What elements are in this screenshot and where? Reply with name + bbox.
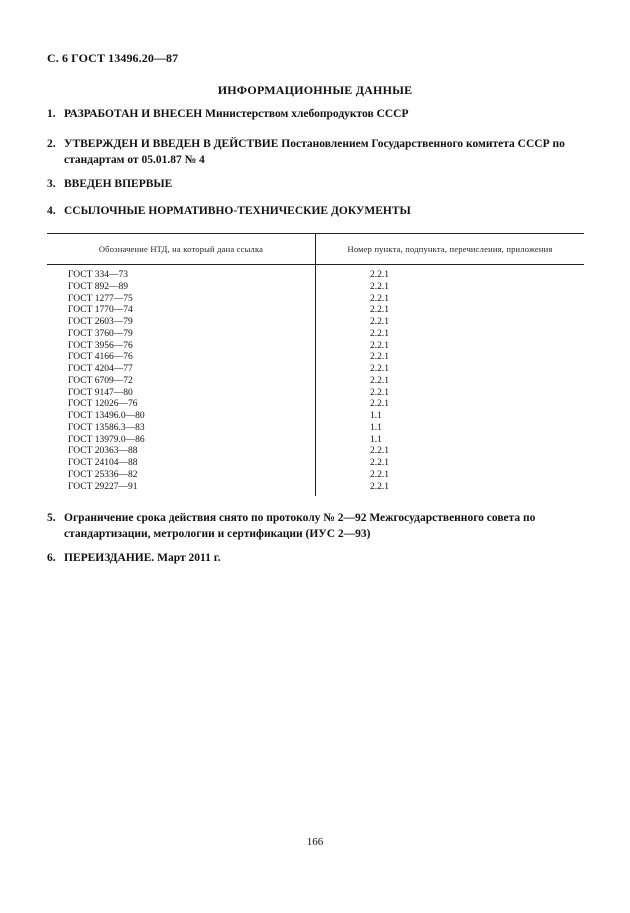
table-cell-designation: ГОСТ 13586.3—83 xyxy=(68,422,145,433)
table-cell-clause: 2.2.1 xyxy=(370,446,389,457)
item-lead: ПЕРЕИЗДАНИЕ. xyxy=(64,552,155,564)
info-item-1 xyxy=(47,106,587,122)
table-cell-clause: 2.2.1 xyxy=(370,458,389,468)
item-number: 1. xyxy=(47,108,56,120)
item-text: Постановлением Государственного комитета СССР по стандартам от 05.01.87 № 4 xyxy=(64,138,565,166)
page-header: С. 6 ГОСТ 13496.20—87 xyxy=(47,51,179,65)
table-cell-designation: ГОСТ 1770—74 xyxy=(68,305,133,316)
table-cell-designation: ГОСТ 2603—79 xyxy=(68,317,133,327)
table-cell-clause: 2.2.1 xyxy=(370,328,389,339)
item-number: 4. xyxy=(47,205,56,217)
info-item-6 xyxy=(47,550,587,566)
table-cell-clause: 2.2.1 xyxy=(370,317,389,327)
info-item-2 xyxy=(47,136,587,168)
table-cell-designation: ГОСТ 13979.0—86 xyxy=(68,434,145,445)
table-cell-designation: ГОСТ 3956—76 xyxy=(68,340,133,351)
item-lead: ССЫЛОЧНЫЕ НОРМАТИВНО-ТЕХНИЧЕСКИЕ ДОКУМЕНТЫ xyxy=(64,205,411,217)
table-cell-clause: 2.2.1 xyxy=(370,469,389,480)
table-cell-clause: 2.2.1 xyxy=(370,387,389,398)
item-lead: УТВЕРЖДЕН И ВВЕДЕН В ДЕЙСТВИЕ xyxy=(64,138,279,150)
table-cell-clause: 2.2.1 xyxy=(370,364,389,374)
table-cell-clause: 1.1 xyxy=(370,411,382,421)
table-cell-clause: 2.2.1 xyxy=(370,375,389,386)
item-text: Март 2011 г. xyxy=(154,552,221,564)
table-column-divider xyxy=(315,233,316,496)
item-lead: ВВЕДЕН ВПЕРВЫЕ xyxy=(64,178,173,190)
table-cell-clause: 2.2.1 xyxy=(370,293,389,304)
table-cell-designation: ГОСТ 892—89 xyxy=(68,281,128,292)
table-cell-designation: ГОСТ 24104—88 xyxy=(68,458,138,468)
info-item-4 xyxy=(47,203,587,219)
table-cell-clause: 2.2.1 xyxy=(370,305,389,316)
table-cell-clause: 2.2.1 xyxy=(370,270,389,280)
table-cell-designation: ГОСТ 1277—75 xyxy=(68,293,133,304)
table-cell-designation: ГОСТ 3760—79 xyxy=(68,328,133,339)
table-cell-designation: ГОСТ 334—73 xyxy=(68,270,128,280)
table-cell-designation: ГОСТ 20363—88 xyxy=(68,446,138,457)
page-number: 166 xyxy=(306,836,324,848)
table-cell-clause: 2.2.1 xyxy=(370,399,389,410)
table-cell-designation: ГОСТ 9147—80 xyxy=(68,387,133,398)
info-item-3 xyxy=(47,176,587,192)
table-cell-designation: ГОСТ 29227—91 xyxy=(68,481,138,492)
table-cell-designation: ГОСТ 25336—82 xyxy=(68,469,138,480)
item-text: Министерством хлебопродуктов СССР xyxy=(202,108,409,120)
item-number: 6. xyxy=(47,552,56,564)
info-item-5 xyxy=(47,510,587,542)
table-cell-designation: ГОСТ 12026—76 xyxy=(68,399,138,410)
item-number: 3. xyxy=(47,178,56,190)
item-number: 5. xyxy=(47,512,56,524)
table-cell-designation: ГОСТ 4166—76 xyxy=(68,352,133,363)
table-cell-clause: 1.1 xyxy=(370,434,382,445)
item-number: 2. xyxy=(47,138,56,150)
item-text: Ограничение срока действия снято по протоколу № 2—92 Межгосударственного совета по стандартизации, метрологии и сертификации (ИУС 2—93) xyxy=(64,512,536,540)
table-cell-clause: 2.2.1 xyxy=(370,340,389,351)
item-lead: РАЗРАБОТАН И ВНЕСЕН xyxy=(64,108,203,120)
table-cell-clause: 2.2.1 xyxy=(370,352,389,363)
table-header-designation: Обозначение НТД, на который дана ссылка xyxy=(98,244,264,254)
table-cell-clause: 2.2.1 xyxy=(370,481,389,492)
document-title: ИНФОРМАЦИОННЫЕ ДАННЫЕ xyxy=(217,83,413,97)
table-cell-designation: ГОСТ 4204—77 xyxy=(68,364,133,374)
table-header-clause: Номер пункта, подпункта, перечисления, приложения xyxy=(347,244,553,254)
table-cell-designation: ГОСТ 6709—72 xyxy=(68,375,133,386)
table-cell-designation: ГОСТ 13496.0—80 xyxy=(68,411,145,421)
table-cell-clause: 2.2.1 xyxy=(370,281,389,292)
table-cell-clause: 1.1 xyxy=(370,422,382,433)
